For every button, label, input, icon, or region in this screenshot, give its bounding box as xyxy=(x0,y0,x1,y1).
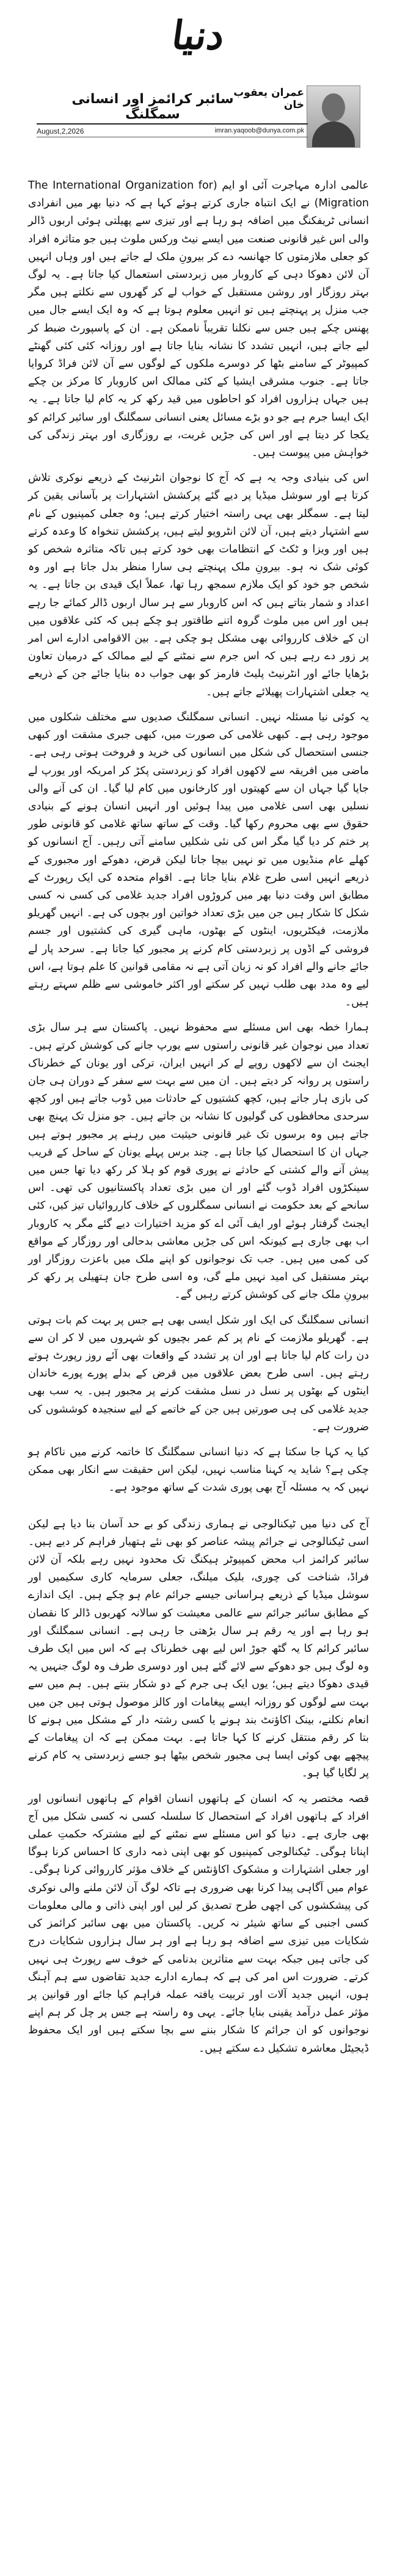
masthead xyxy=(0,0,397,174)
article-paragraph: آج کی دنیا میں ٹیکنالوجی نے ہماری زندگی کو بے حد آسان بنا دیا ہے لیکن اسی ٹیکنالوجی نے جرائم پیشہ عناصر کو بھی نئے ہتھیار فراہم کر دیے ہیں۔ سائبر کرائمز اب محض کمپیوٹر ہیکنگ تک محدود نہیں رہے بلکہ آن لائن فراڈ، شناخت کی چوری، بلیک میلنگ، جعلی سرمایہ کاری سکیمیں اور سوشل میڈیا کے ذریعے ہراسانی جیسے جرائم عام ہو چکے ہیں۔ ایک اندازے کے مطابق سائبر جرائم سے عالمی معیشت کو سالانہ کھربوں ڈالر کا نقصان ہو رہا ہے اور یہ رقم ہر سال بڑھتی جا رہی ہے۔ انسانی سمگلنگ اور سائبر کرائم کا یہ گٹھ جوڑ اس لیے بھی خطرناک ہے کہ اس میں ایک طرف وہ لوگ ہیں جو دھوکے سے لائے گئے ہیں اور دوسری طرف وہ لوگ جنہیں یہ قیدی دھوکا دیتے ہیں؛ یوں ایک ہی جرم کے دو شکار بنتے ہیں۔ ہم میں سے بہت سے لوگوں کو روزانہ ایسے پیغامات اور کالز موصول ہوتی ہیں جن میں انعام نکلنے، بینک اکاؤنٹ بند ہونے یا کسی رشتہ دار کے مشکل میں ہونے کا بتا کر رقم منتقل کرنے کا کہا جاتا ہے۔ بہت ممکن ہے کہ ان پیغامات کے پیچھے بھی کوئی ایسا ہی مجبور شخص بیٹھا ہو جسے زبردستی یہ کام کرنے پر لگایا گیا ہو۔ xyxy=(28,1518,369,1780)
article-paragraph: انسانی سمگلنگ کی ایک اور شکل ایسی بھی ہے جس پر بہت کم بات ہوتی ہے۔ گھریلو ملازمت کے نام پر کم عمر بچیوں کو شہروں میں لا کر ان سے دن رات کام لیا جاتا ہے اور ان پر تشدد کے واقعات بھی آئے روز رپورٹ ہوتے رہتے ہیں۔ اسی طرح بعض علاقوں میں قرض کے بدلے پورے پورے خاندان اینٹوں کے بھٹوں پر نسل در نسل مشقت کرنے پر مجبور ہیں۔ یہ سب بھی جدید غلامی کی ہی صورتیں ہیں جن کے خاتمے کے لیے سنجیدہ کوششوں کی ضرورت ہے۔ xyxy=(28,1314,369,1433)
publish-date: August,2,2026 xyxy=(37,127,84,136)
columnist-name: عمران یعقوب خان xyxy=(233,87,304,111)
byline xyxy=(37,85,360,147)
newspaper-logo xyxy=(159,5,238,66)
article-paragraph: اس کی بنیادی وجہ یہ ہے کہ آج کا نوجوان انٹرنیٹ کے ذریعے نوکری تلاش کرتا ہے اور سوشل میڈیا پر دیے گئے پرکشش اشتہارات پر بآسانی یقین کر لیتا ہے۔ سمگلر بھی یہی راستہ اختیار کرتے ہیں؛ وہ جعلی کمپنیوں کے نام سے اشتہار دیتے ہیں، آن لائن انٹرویو لیتے ہیں، پرکشش تنخواہ کا وعدہ کرتے ہیں اور ویزا و ٹکٹ کے انتظامات بھی خود کرتے ہیں تاکہ متاثرہ شخص کو کوئی شک نہ ہو۔ بیرونِ ملک پہنچتے ہی سارا منظر بدل جاتا ہے اور وہ شخص جو خود کو ایک ملازم سمجھ رہا تھا، عملاً ایک قیدی بن جاتا ہے۔ یہ اعداد و شمار بتاتے ہیں کہ اس کاروبار سے ہر سال اربوں ڈالر کمائے جا رہے ہیں اور اس میں ملوث گروہ اتنے طاقتور ہو چکے ہیں کہ کئی علاقوں میں ان کے خلاف کارروائی بھی مشکل ہو چکی ہے۔ بین الاقوامی ادارے اس امر پر زور دے رہے ہیں کہ اس جرم سے نمٹنے کے لیے ممالک کے درمیان تعاون بڑھایا جائے اور انٹرنیٹ پلیٹ فارمز کو بھی جواب دہ بنایا جائے جن کے ذریعے یہ جعلی اشتہارات پھیلائے جاتے ہیں۔ xyxy=(28,472,369,698)
article-paragraph: ہمارا خطہ بھی اس مسئلے سے محفوظ نہیں۔ پاکستان سے ہر سال بڑی تعداد میں نوجوان غیر قانونی راستوں سے یورپ جانے کی کوشش کرتے ہیں۔ ایجنٹ ان سے لاکھوں روپے لے کر انہیں ایران، ترکی اور یونان کے خطرناک راستوں پر روانہ کر دیتے ہیں۔ ان میں سے بہت سے سفر کے دوران ہی جان کی بازی ہار جاتے ہیں، کچھ کشتیوں کے حادثات میں ڈوب جاتے ہیں اور کچھ سرحدی محافظوں کی گولیوں کا نشانہ بن جاتے ہیں۔ جو منزل تک پہنچ بھی جاتے ہیں وہ برسوں تک غیر قانونی حیثیت میں رہنے پر مجبور ہوتے ہیں جہاں ان کا استحصال کیا جاتا ہے۔ چند برس پہلے یونان کے ساحل کے قریب پیش آنے والے کشتی کے حادثے نے پوری قوم کو ہلا کر رکھ دیا تھا جس میں سینکڑوں افراد ڈوب گئے اور ان میں بڑی تعداد پاکستانیوں کی تھی۔ اس سانحے کے بعد حکومت نے انسانی سمگلروں کے خلاف کارروائیاں تیز کیں، کئی ایجنٹ گرفتار ہوئے اور ایف آئی اے کو مزید اختیارات دیے گئے مگر یہ کاروبار اب بھی جاری ہے کیونکہ اس کی جڑیں معاشی بدحالی اور روزگار کے مواقع کی کمی میں ہیں۔ جب تک نوجوانوں کو اپنے ملک میں باعزت روزگار اور بہتر مستقبل کی امید نہیں ملے گی، وہ اسی طرح جان ہتھیلی پر رکھ کر بیرونِ ملک جانے کی کوشش کرتے رہیں گے۔ xyxy=(28,1021,369,1301)
columnist-photo xyxy=(307,85,360,148)
logo-text: دنیا xyxy=(169,12,228,59)
article-paragraph: یہ کوئی نیا مسئلہ نہیں۔ انسانی سمگلنگ صدیوں سے مختلف شکلوں میں موجود رہی ہے۔ کبھی غلامی کی صورت میں، کبھی جبری مشقت اور کبھی جنسی استحصال کی شکل میں انسانوں کی خرید و فروخت ہوتی رہی ہے۔ ماضی میں افریقہ سے لاکھوں افراد کو زبردستی پکڑ کر امریکہ اور یورپ لے جایا گیا جہاں ان سے کھیتوں اور کارخانوں میں کام لیا گیا۔ ان کی آنے والی نسلیں بھی اسی غلامی میں پیدا ہوئیں اور انہیں انسان ہونے کے بنیادی حقوق سے بھی محروم رکھا گیا۔ وقت کے ساتھ ساتھ غلامی کو قانونی طور پر ختم کر دیا گیا مگر اس کی نئی شکلیں سامنے آتی رہیں۔ آج انسانوں کو کھلے عام منڈیوں میں تو نہیں بیچا جاتا لیکن قرض، دھوکے اور مجبوری کے ذریعے انہیں اسی طرح غلام بنایا جاتا ہے۔ اقوام متحدہ کی ایک رپورٹ کے مطابق اس وقت دنیا بھر میں کروڑوں افراد جدید غلامی کی کسی نہ کسی شکل کا شکار ہیں جن میں بڑی تعداد خواتین اور بچوں کی ہے۔ انہیں گھریلو ملازمت، فیکٹریوں، اینٹوں کے بھٹوں، ماہی گیری کی کشتیوں اور جسم فروشی کے اڈوں پر زبردستی کام کرنے پر مجبور کیا جاتا ہے۔ سرحد پار لے جائے جانے والے افراد کو نہ زبان آتی ہے نہ مقامی قوانین کا علم ہوتا ہے، اس لیے وہ مدد بھی طلب نہیں کر سکتے اور اکثر خاموشی سے ظلم سہتے رہتے ہیں۔ xyxy=(28,711,369,1009)
author-email[interactable]: imran.yaqoob@dunya.com.pk xyxy=(214,127,304,134)
article-paragraph: کیا یہ کہا جا سکتا ہے کہ دنیا انسانی سمگلنگ کا خاتمہ کرنے میں ناکام ہو چکی ہے؟ شاید یہ کہنا مناسب نہیں، لیکن اس حقیقت سے انکار بھی ممکن نہیں کہ یہ مسئلہ آج بھی پوری شدت کے ساتھ موجود ہے۔ xyxy=(28,1446,369,1494)
photo-shoulders-shape xyxy=(312,121,355,147)
article-paragraph: عالمی ادارہ مہاجرت آئی او ایم (The International Organization for Migration) نے ایک انتباہ جاری کرتے ہوئے کہا ہے کہ دنیا بھر میں انفرادی انسانی ٹریفکنگ میں اضافہ ہو رہا ہے اور تیزی سے پھیلتی ہوئی اربوں ڈالر والی اس غیر قانونی صنعت میں ایسے نیٹ ورکس ملوث ہیں جو متاثرہ افراد کو جعلی ملازمتوں کا جھانسہ دے کر بیرونِ ملک لے جاتے ہیں اور وہاں انہیں آن لائن دھوکا دہی کے کاروبار میں زبردستی استعمال کیا جاتا ہے۔ یہ لوگ بہتر روزگار اور روشن مستقبل کے خواب لے کر گھروں سے نکلتے ہیں مگر جب منزل پر پہنچتے ہیں تو انہیں معلوم ہوتا ہے کہ وہ ایک ایسے جال میں پھنس چکے ہیں جس سے نکلنا تقریباً ناممکن ہے۔ ان کے پاسپورٹ ضبط کر لیے جاتے ہیں، انہیں تشدد کا نشانہ بنایا جاتا ہے اور روزانہ کئی کئی گھنٹے کمپیوٹر کے سامنے بٹھا کر دوسرے ملکوں کے لوگوں سے آن لائن فراڈ کروایا جاتا ہے۔ جنوب مشرقی ایشیا کے کئی ممالک اس کاروبار کا مرکز بن چکے ہیں جہاں ہزاروں افراد کو احاطوں میں قید رکھ کر یہ کام لیا جاتا ہے۔ یہ ایک ایسا جرم ہے جو دو بڑے مسائل یعنی انسانی سمگلنگ اور سائبر کرائم کو یکجا کر دیتا ہے اور اس کی جڑیں غربت، بے روزگاری اور بہتر زندگی کی خواہش میں پیوست ہیں۔ xyxy=(28,179,369,460)
photo-head-shape xyxy=(322,93,345,121)
article-body xyxy=(28,177,369,2065)
title-divider xyxy=(37,123,308,125)
article-paragraph: قصہ مختصر یہ کہ انسان کے ہاتھوں انسان اقوام کے ہاتھوں انسانوں اور افراد کے ہاتھوں افراد کے استحصال کا سلسلہ کسی نہ کسی شکل میں آج بھی جاری ہے۔ دنیا کو اس مسئلے سے نمٹنے کے لیے مشترکہ حکمتِ عملی اپنانا ہوگی۔ ٹیکنالوجی کمپنیوں کو بھی اپنی ذمہ داری کا احساس کرنا ہوگا اور جعلی اشتہارات و مشکوک اکاؤنٹس کے خلاف مؤثر کارروائی کرنا ہوگی۔ عوام میں آگاہی پیدا کرنا بھی ضروری ہے تاکہ لوگ آن لائن ملنے والی نوکری کی پیشکشوں کی اچھی طرح تصدیق کر لیں اور اپنی ذاتی و مالی معلومات کسی اجنبی کے ساتھ شیئر نہ کریں۔ پاکستان میں بھی سائبر کرائمز کی شکایات میں تیزی سے اضافہ ہو رہا ہے اور ہر سال ہزاروں شکایات درج کی جاتی ہیں جبکہ بہت سے متاثرین بدنامی کے خوف سے رپورٹ ہی نہیں کرتے۔ ضرورت اس امر کی ہے کہ ہمارے ادارے جدید تقاضوں سے ہم آہنگ ہوں، انہیں جدید آلات اور تربیت یافتہ عملہ فراہم کیا جائے اور قوانین پر مؤثر عمل درآمد یقینی بنایا جائے۔ یہی وہ راستہ ہے جس پر چل کر ہم اپنے نوجوانوں کو ان جرائم کا شکار بننے سے بچا سکتے ہیں اور ایک محفوظ ڈیجیٹل معاشرہ تشکیل دے سکتے ہیں۔ xyxy=(28,1792,369,2055)
column-title: سائبر کرائمز اور انسانی سمگلنگ xyxy=(71,92,234,122)
